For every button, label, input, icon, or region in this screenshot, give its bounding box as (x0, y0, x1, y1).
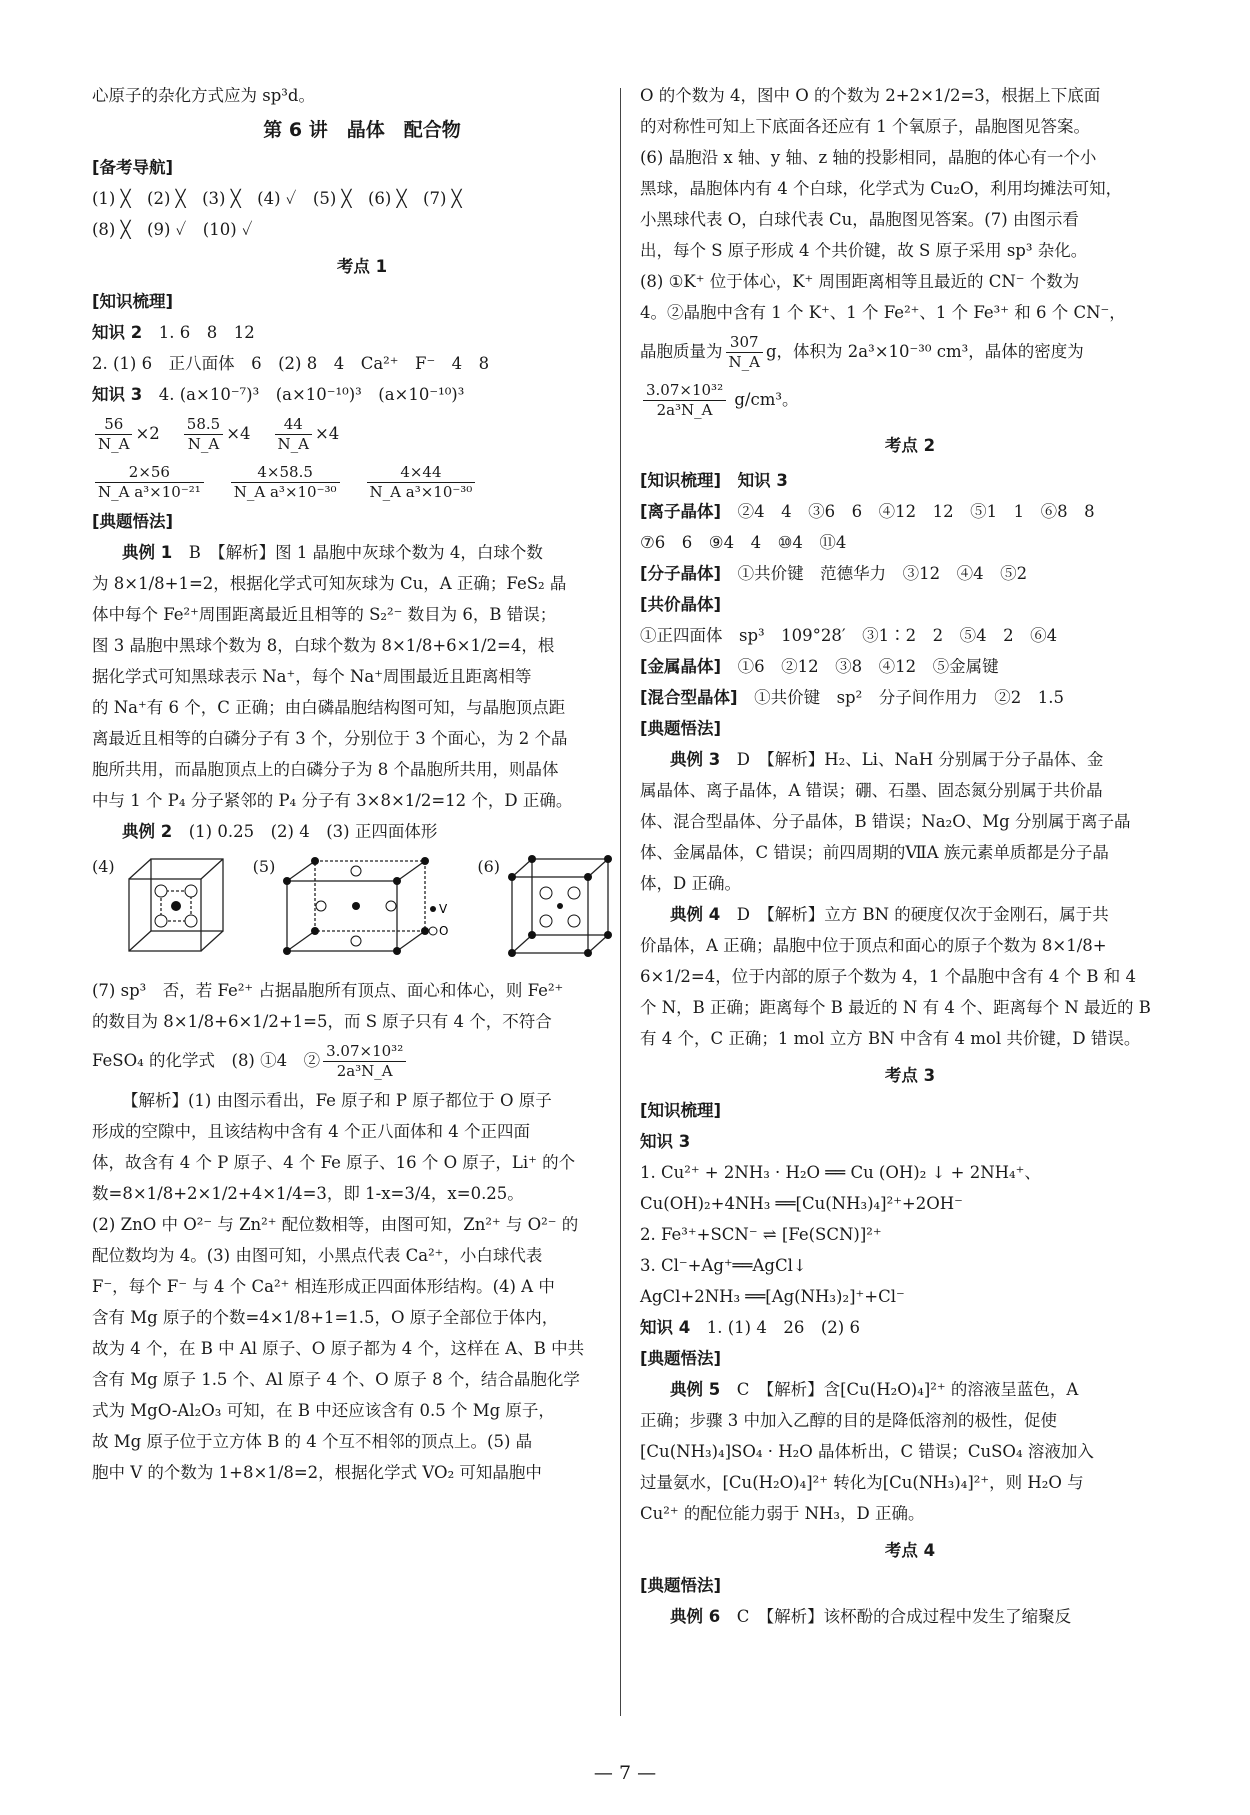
section-label: [典题悟法] (640, 1576, 722, 1595)
text-line: ①共价键 sp² 分子间作用力 ②2 1.5 (754, 688, 1064, 707)
fraction: $\frac{4\times 58.5}{\text{N\_A a³×10⁻³⁰}}$ (231, 463, 340, 502)
text-line: 4。②晶胞中含有 1 个 K⁺、1 个 Fe²⁺、1 个 Fe³⁺ 和 6 个 CN⁻， (640, 303, 1126, 322)
text-line: 【解析】H₂、Li、NaH 分别属于分子晶体、金 (766, 750, 1104, 769)
text-line: 故为 4 个，在 B 中 Al 原子、O 原子都为 4 个，这样在 A、B 中共 (92, 1339, 585, 1358)
section-label: [典题悟法] (92, 512, 174, 531)
knowledge-label: 知识 3 (92, 385, 143, 404)
text-line: g，体积为 2a³×10⁻³⁰ cm³，晶体的密度为 (765, 342, 1084, 361)
text-line: ⑦6 6 ⑨4 4 ⑩4 ⑪4 (640, 533, 847, 552)
text-line: 【解析】(1) 由图示看出，Fe 原子和 P 原子都位于 O 原子 (122, 1091, 552, 1110)
column-divider (620, 88, 621, 1716)
example-label: 典例 6 (670, 1607, 721, 1626)
text-line: 的数目为 8×1/8+6×1/2+1=5，而 S 原子只有 4 个，不符合 (92, 1012, 552, 1031)
legend-v: V (439, 902, 448, 916)
example-label: 典例 5 (670, 1380, 721, 1399)
text-line: 含有 Mg 原子 1.5 个、Al 原子 4 个、O 原子 8 个，结合晶胞化学 (92, 1370, 580, 1389)
section-label: [离子晶体] (640, 502, 722, 521)
text-line: O 的个数为 4，图中 O 的个数为 2+2×1/2=3，根据上下底面 (640, 86, 1101, 105)
text-line: 图 3 晶胞中黑球个数为 8，白球个数为 8×1/8+6×1/2=4，根 (92, 636, 555, 655)
text-line: (6) 晶胞沿 x 轴、y 轴、z 轴的投影相同，晶胞的体心有一个小 (640, 148, 1097, 167)
equation-line: 2. Fe³⁺+SCN⁻ ⇌ [Fe(SCN)]²⁺ (640, 1225, 882, 1244)
section-label: [典题悟法] (640, 1349, 722, 1368)
answer-line: (8) ╳ (9) ✓ (10) ✓ (92, 220, 253, 239)
left-column: 心原子的杂化方式应为 sp³d。 第 6 讲 晶体 配合物 [备考导航] (1) ╳ (2) ╳ (3) ╳ (4) ✓ (5) ╳ (6) ╳ (7) ╳ (8) ╳ (9) ✓ (10) ✓ 考点 1 [知识梳理] 知识 2 1. 6 8 12 2. (1) 6 正八面体 6 (2) 8 4 Ca²⁺ F⁻ 4 8 知识 3 4. (a×10⁻⁷)³ (a×10⁻¹⁰)³ (a×10⁻¹⁰)³ $\frac{56}{N\_A}$ ×2 $\frac{58.5}{N\_A}$ ×4 $\frac{44}{N\_A}$ ×4 $\frac{2\times 56}{\text{N\_A a³×10⁻²¹}}$ $\frac{4\times 58.5}{\text{N\_A a³×10⁻³⁰}}$ $\frac{4\times 44}{\text{N\_A a³×10⁻³⁰}}$ [典题悟法] 典例 1 B 【解析】图 1 晶胞中灰球个数为 4，白球个数 为 8×1/8+1=2，根据化学式可知灰球为 Cu，A 正确；FeS₂ 晶 体中每个 Fe²⁺周围距离最近且相等的 S₂²⁻ 数目为 6，B 错误； 图 3 晶胞中黑球个数为 8，白球个数为 8×1/8+6×1/2=4，根 据化学式可知黑球表示 Na⁺，每个 Na⁺周围最近且距离相等 的 Na⁺有 6 个，C 正确；由白磷晶胞结构图可知，与晶胞顶点距 离最近且相等的白磷分子有 3 个，分别位于 3 个面心，为 2 个晶 胞所共用，而晶胞顶点上的白磷分子为 8 个晶胞所共用，则晶体 中与 1 个 P₄ 分子紧邻的 P₄ 分子有 3×8×1/2=12 个，D 正确。 典例 2 (1) 0.25 (2) 4 (3) 正四面体形 (4) (5) V O (6) (7) sp³ 否，若 Fe²⁺ 占据晶胞所有顶点、面心和体心，则 Fe²⁺ 的数目为 8×1/8+6×1/2+1=5，而 S 原子只有 4 个，不符合 FeSO₄ 的化学式 (8) ①4 ② $\frac{\text{3.07×10³²}}{\text{2a³N\_A}}$ 【解析】(1) 由图示看出，Fe 原子和 P 原子都位于 O 原子 形成的空隙中，且该结构中含有 4 个正八面体和 4 个正四面 体，故含有 4 个 P 原子、4 个 Fe 原子、16 个 O 原子，Li⁺ 的个 数=8×1/8+2×1/2+4×1/4=3，即 1-x=3/4，x=0.25。 (2) ZnO 中 O²⁻ 与 Zn²⁺ 配位数相等，由图可知，Zn²⁺ 与 O²⁻ 的 配位数均为 4。(3) 由图可知，小黑点代表 Ca²⁺，小白球代表 F⁻，每个 F⁻ 与 4 个 Ca²⁺ 相连形成正四面体形结构。(4) A 中 含有 Mg 原子的个数=4×1/8+1=1.5，O 原子全部位于体内， 故为 4 个，在 B 中 Al 原子、O 原子都为 4 个，这样在 A、B 中共 含有 Mg 原子 1.5 个、Al 原子 4 个、O 原子 8 个，结合晶胞化学 式为 MgO-Al₂O₃ 可知，在 B 中还应该含有 0.5 个 Mg 原子， 故 Mg 原子位于立方体 B 的 4 个互不相邻的顶点上。(5) 晶 胞中 V 的个数为 1+8×1/8=2，根据化学式 VO₂ 可知晶胞中 (92, 80, 632, 1488)
text-line: (8) ①K⁺ 位于体心，K⁺ 周围距离相等且最近的 CN⁻ 个数为 (640, 272, 1080, 291)
crystal-cell-figure-6 (506, 851, 616, 966)
fraction: $\frac{\text{3.07×10³²}}{\text{2a³N\_A}}$ (323, 1042, 406, 1081)
fraction: $\frac{56}{N\_A}$ (95, 415, 132, 454)
knowledge-label: 知识 2 (92, 323, 143, 342)
text-line: 正确；步骤 3 中加入乙醇的目的是降低溶剂的极性，促使 (640, 1411, 1057, 1430)
equation-line: 3. Cl⁻+Ag⁺══AgCl↓ (640, 1256, 807, 1275)
lecture-title: 第 6 讲 晶体 配合物 (263, 119, 461, 141)
example-label: 典例 2 (122, 822, 173, 841)
section-label: [知识梳理] (92, 292, 174, 311)
fraction-row (92, 458, 632, 506)
fraction: $\frac{44}{N\_A}$ (275, 415, 312, 454)
text-line: 为 8×1/8+1=2，根据化学式可知灰球为 Cu，A 正确；FeS₂ 晶 (92, 574, 567, 593)
text-line: F⁻，每个 F⁻ 与 4 个 Ca²⁺ 相连形成正四面体形结构。(4) A 中 (92, 1277, 555, 1296)
section-label: [知识梳理] (640, 471, 722, 490)
text-line: 心原子的杂化方式应为 sp³d。 (92, 86, 315, 105)
text-line: 出，每个 S 原子形成 4 个共价键，故 S 原子采用 sp³ 杂化。 (640, 241, 1088, 260)
text-line: g/cm³。 (734, 390, 799, 409)
text-line: 体中每个 Fe²⁺周围距离最近且相等的 S₂²⁻ 数目为 6，B 错误； (92, 605, 557, 624)
equation-line: 1. Cu²⁺ + 2NH₃ · H₂O ══ Cu (OH)₂ ↓ + 2NH₄⁺、 (640, 1163, 1041, 1182)
fraction: $\frac{2\times 56}{\text{N\_A a³×10⁻²¹}}$ (95, 463, 204, 502)
text-line: 数=8×1/8+2×1/2+4×1/4=3，即 1-x=3/4，x=0.25。 (92, 1184, 524, 1203)
fraction: $\frac{4\times 44}{\text{N\_A a³×10⁻³⁰}}$ (367, 463, 476, 502)
fraction: $\frac{\text{3.07×10³²}}{\text{2a³N\_A}}$ (643, 381, 726, 420)
equation-line: Cu(OH)₂+4NH₃ ══[Cu(NH₃)₄]²⁺+2OH⁻ (640, 1194, 963, 1213)
page-number: — 7 — (593, 1762, 657, 1784)
text-line: 形成的空隙中，且该结构中含有 4 个正八面体和 4 个正四面 (92, 1122, 530, 1141)
equation-line: AgCl+2NH₃ ══[Ag(NH₃)₂]⁺+Cl⁻ (640, 1287, 905, 1306)
text-line: FeSO₄ 的化学式 (8) ①4 ② (92, 1051, 321, 1070)
section-label: [典题悟法] (640, 719, 722, 738)
section-label: [共价晶体] (640, 595, 722, 614)
figure-label: (6) (477, 857, 501, 876)
text-line: ①正四面体 sp³ 109°28′ ③1∶2 2 ⑤4 2 ⑥4 (640, 626, 1058, 645)
right-column: O 的个数为 4，图中 O 的个数为 2+2×1/2=3，根据上下底面 的对称性可知上下底面各还应有 1 个氧原子，晶胞图见答案。 (6) 晶胞沿 x 轴、y 轴、z 轴的投影相同，晶胞的体心有一个小 黑球，晶胞体内有 4 个白球，化学式为 Cu₂O，利用均摊法可知， 小黑球代表 O，白球代表 Cu，晶胞图见答案。(7) 由图示看 出，每个 S 原子形成 4 个共价键，故 S 原子采用 sp³ 杂化。 (8) ①K⁺ 位于体心，K⁺ 周围距离相等且最近的 CN⁻ 个数为 4。②晶胞中含有 1 个 K⁺、1 个 Fe²⁺、1 个 Fe³⁺ 和 6 个 CN⁻， 晶胞质量为 $\frac{307}{N\_A}$ g，体积为 2a³×10⁻³⁰ cm³，晶体的密度为 $\frac{\text{3.07×10³²}}{\text{2a³N\_A}}$ g/cm³。 考点 2 [知识梳理] 知识 3 [离子晶体] ②4 4 ③6 6 ④12 12 ⑤1 1 ⑥8 8 ⑦6 6 ⑨4 4 ⑩4 ⑪4 [分子晶体] ①共价键 范德华力 ③12 ④4 ⑤2 [共价晶体] ①正四面体 sp³ 109°28′ ③1∶2 2 ⑤4 2 ⑥4 [金属晶体] ①6 ②12 ③8 ④12 ⑤金属键 [混合型晶体] ①共价键 sp² 分子间作用力 ②2 1.5 [典题悟法] 典例 3 D 【解析】H₂、Li、NaH 分别属于分子晶体、金 属晶体、离子晶体，A 错误；硼、石墨、固态氮分别属于共价晶 体、混合型晶体、分子晶体，B 错误；Na₂O、Mg 分别属于离子晶 体、金属晶体，C 错误；前四周期的ⅦA 族元素单质都是分子晶 体，D 正确。 典例 4 D 【解析】立方 BN 的硬度仅次于金刚石，属于共 价晶体，A 正确；晶胞中位于顶点和面心的原子个数为 8×1/8+ 6×1/2=4，位于内部的原子个数为 4，1 个晶胞中含有 4 个 B 和 4 个 N，B 正确；距离每个 B 最近的 N 有 4 个、距离每个 N 最近的 B 有 4 个，C 正确；1 mol 立方 BN 中含有 4 mol 共价键，D 错误。 考点 3 [知识梳理] 知识 3 1. Cu²⁺ + 2NH₃ · H₂O ══ Cu (OH)₂ ↓ + 2NH₄⁺、 Cu(OH)₂+4NH₃ ══[Cu(NH₃)₄]²⁺+2OH⁻ 2. Fe³⁺+SCN⁻ ⇌ [Fe(SCN)]²⁺ 3. Cl⁻+Ag⁺══AgCl↓ AgCl+2NH₃ ══[Ag(NH₃)₂]⁺+Cl⁻ 知识 4 1. (1) 4 26 (2) 6 [典题悟法] 典例 5 C 【解析】含[Cu(H₂O)₄]²⁺ 的溶液呈蓝色，A 正确；步骤 3 中加入乙醇的目的是降低溶剂的极性，促使 [Cu(NH₃)₄]SO₄ · H₂O 晶体析出，C 错误；CuSO₄ 溶液加入 过量氨水，[Cu(H₂O)₄]²⁺ 转化为[Cu(NH₃)₄]²⁺，则 H₂O 与 Cu²⁺ 的配位能力弱于 NH₃，D 正确。 考点 4 [典题悟法] 典例 6 C 【解析】该杯酚的合成过程中发生了缩聚反 (640, 80, 1180, 1632)
figure-label: (5) (252, 857, 276, 876)
text-line: 胞中 V 的个数为 1+8×1/8=2，根据化学式 VO₂ 可知晶胞中 (92, 1463, 542, 1482)
text-line: 含有 Mg 原子的个数=4×1/8+1=1.5，O 原子全部位于体内， (92, 1308, 559, 1327)
crystal-cell-figure-5 (281, 851, 451, 966)
knowledge-label: 知识 3 (640, 1132, 691, 1151)
figure-label: (4) (92, 857, 115, 876)
fraction: $\frac{58.5}{N\_A}$ (184, 415, 223, 454)
section-label: [知识梳理] (640, 1101, 722, 1120)
text-line: 离最近且相等的白磷分子有 3 个，分别位于 3 个面心，为 2 个晶 (92, 729, 568, 748)
fraction: $\frac{307}{N\_A}$ (726, 333, 763, 372)
example-label: 典例 4 (670, 905, 721, 924)
text-line: 4. (a×10⁻⁷)³ (a×10⁻¹⁰)³ (a×10⁻¹⁰)³ (158, 385, 465, 404)
text-line: 的 Na⁺有 6 个，C 正确；由白磷晶胞结构图可知，与晶胞顶点距 (92, 698, 566, 717)
crystal-figures (92, 851, 632, 971)
answer-line: (1) ╳ (2) ╳ (3) ╳ (4) ✓ (5) ╳ (6) ╳ (7) ╳ (92, 189, 462, 208)
text-line: 1. 6 8 12 (158, 323, 255, 342)
text-line: 1. (1) 4 26 (2) 6 (706, 1318, 860, 1337)
text-line: 小黑球代表 O，白球代表 Cu，晶胞图见答案。(7) 由图示看 (640, 210, 1079, 229)
text-line: 体、金属晶体，C 错误；前四周期的ⅦA 族元素单质都是分子晶 (640, 843, 1109, 862)
text-line: 体，故含有 4 个 P 原子、4 个 Fe 原子、16 个 O 原子，Li⁺ 的个 (92, 1153, 576, 1172)
text-line: [Cu(NH₃)₄]SO₄ · H₂O 晶体析出，C 错误；CuSO₄ 溶液加入 (640, 1442, 1094, 1461)
text-line: ①6 ②12 ③8 ④12 ⑤金属键 (737, 657, 999, 676)
text-line: 6×1/2=4，位于内部的原子个数为 4，1 个晶胞中含有 4 个 B 和 4 (640, 967, 1137, 986)
text-line: 个 N，B 正确；距离每个 B 最近的 N 有 4 个、距离每个 N 最近的 B (640, 998, 1151, 1017)
topic-heading: 考点 1 (336, 257, 388, 276)
legend-o: O (439, 924, 449, 938)
text-line: ②4 4 ③6 6 ④12 12 ⑤1 1 ⑥8 8 (737, 502, 1095, 521)
text-line: 胞所共用，而晶胞顶点上的白磷分子为 8 个晶胞所共用，则晶体 (92, 760, 559, 779)
text-line: 黑球，晶胞体内有 4 个白球，化学式为 Cu₂O，利用均摊法可知， (640, 179, 1123, 198)
text-line: 配位数均为 4。(3) 由图可知，小黑点代表 Ca²⁺，小白球代表 (92, 1246, 543, 1265)
text-line: 式为 MgO-Al₂O₃ 可知，在 B 中还应该含有 0.5 个 Mg 原子， (92, 1401, 555, 1420)
text-line: ①共价键 范德华力 ③12 ④4 ⑤2 (737, 564, 1028, 583)
section-label: [备考导航] (92, 158, 174, 177)
text-line: 故 Mg 原子位于立方体 B 的 4 个互不相邻的顶点上。(5) 晶 (92, 1432, 533, 1451)
text-line: Cu²⁺ 的配位能力弱于 NH₃，D 正确。 (640, 1504, 925, 1523)
text-line: 【解析】立方 BN 的硬度仅次于金刚石，属于共 (766, 905, 1109, 924)
section-label: [分子晶体] (640, 564, 722, 583)
text-line: 【解析】含[Cu(H₂O)₄]²⁺ 的溶液呈蓝色，A (765, 1380, 1079, 1399)
text-line: (7) sp³ 否，若 Fe²⁺ 占据晶胞所有顶点、面心和体心，则 Fe²⁺ (92, 981, 564, 1000)
fraction-row: $\frac{56}{N\_A}$ ×2 $\frac{58.5}{N\_A}$ ×4 $\frac{44}{N\_A}$ ×4 (92, 410, 632, 458)
section-label: [混合型晶体] (640, 688, 738, 707)
topic-heading: 考点 4 (884, 1541, 936, 1560)
example-label: 典例 1 (122, 543, 173, 562)
text-line: 【解析】该杯酚的合成过程中发生了缩聚反 (765, 1607, 1072, 1626)
text-line: (2) ZnO 中 O²⁻ 与 Zn²⁺ 配位数相等，由图可知，Zn²⁺ 与 O²⁻ 的 (92, 1215, 579, 1234)
text-line: 属晶体、离子晶体，A 错误；硼、石墨、固态氮分别属于共价晶 (640, 781, 1103, 800)
text-line: 的对称性可知上下底面各还应有 1 个氧原子，晶胞图见答案。 (640, 117, 1090, 136)
text-line: 中与 1 个 P₄ 分子紧邻的 P₄ 分子有 3×8×1/2=12 个，D 正确。 (92, 791, 573, 810)
text-line: 体、混合型晶体、分子晶体，B 错误；Na₂O、Mg 分别属于离子晶 (640, 812, 1131, 831)
text-line: (1) 0.25 (2) 4 (3) 正四面体形 (188, 822, 438, 841)
topic-heading: 考点 2 (884, 436, 936, 455)
text-line: 据化学式可知黑球表示 Na⁺，每个 Na⁺周围最近且距离相等 (92, 667, 532, 686)
text-line: 【解析】图 1 晶胞中灰球个数为 4，白球个数 (217, 543, 543, 562)
knowledge-label: 知识 4 (640, 1318, 691, 1337)
text-line: 体，D 正确。 (640, 874, 741, 893)
section-label: [金属晶体] (640, 657, 722, 676)
text-line: 有 4 个，C 正确；1 mol 立方 BN 中含有 4 mol 共价键，D 错误。 (640, 1029, 1141, 1048)
example-label: 典例 3 (670, 750, 721, 769)
crystal-cell-figure-4 (121, 851, 231, 966)
text-line: 晶胞质量为 (640, 342, 723, 361)
text-line: 2. (1) 6 正八面体 6 (2) 8 4 Ca²⁺ F⁻ 4 8 (92, 354, 490, 373)
text-line: 过量氨水，[Cu(H₂O)₄]²⁺ 转化为[Cu(NH₃)₄]²⁺，则 H₂O 与 (640, 1473, 1084, 1492)
text-line: 价晶体，A 正确；晶胞中位于顶点和面心的原子个数为 8×1/8+ (640, 936, 1107, 955)
topic-heading: 考点 3 (884, 1066, 936, 1085)
knowledge-label: 知识 3 (737, 471, 788, 490)
